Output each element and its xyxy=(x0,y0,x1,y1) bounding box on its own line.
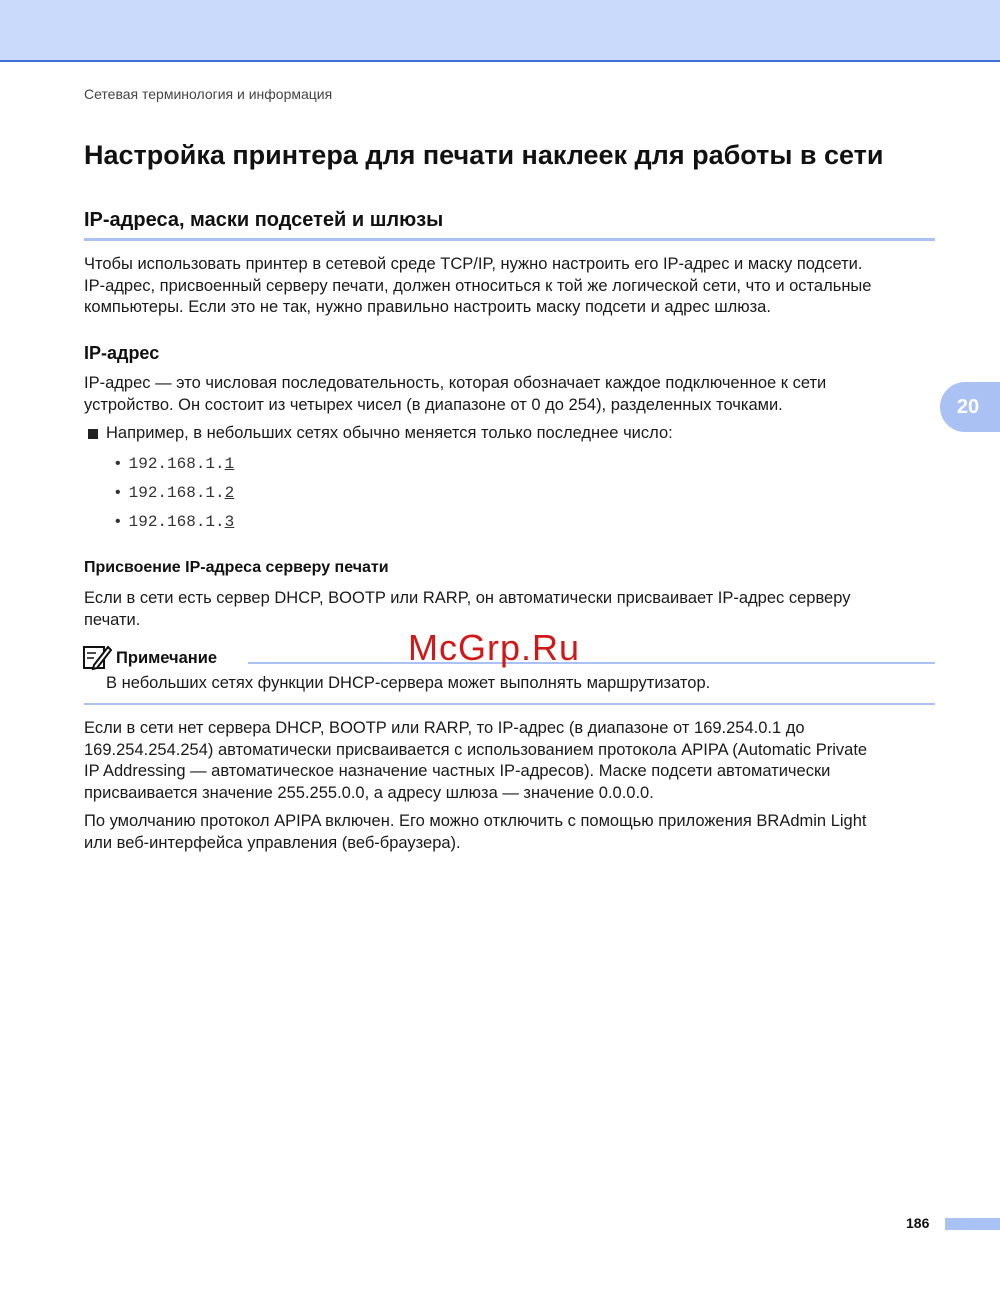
page-number: 186 xyxy=(906,1215,930,1231)
text-line: 169.254.254.254) автоматически присваивается с использованием протокола APIPA (Automatic Private xyxy=(84,740,868,759)
text-line: присваивается значение 255.255.0.0, а адресу шлюза — значение 0.0.0.0. xyxy=(84,783,654,802)
assign-paragraph xyxy=(84,588,944,631)
text-line: Если в сети нет сервера DHCP, BOOTP или RARP, то IP-адрес (в диапазоне от 169.254.0.1 до xyxy=(84,719,805,737)
bullet-dot-icon: • xyxy=(115,455,121,472)
ip-example xyxy=(115,484,234,502)
ip-prefix: 192.168.1. xyxy=(128,484,225,502)
ip-example xyxy=(115,513,234,531)
note-divider-top xyxy=(248,662,935,664)
ip-address-heading: IP-адрес xyxy=(84,343,160,363)
ip-prefix: 192.168.1. xyxy=(128,455,225,473)
header-bar xyxy=(0,0,1000,62)
text-line: Чтобы использовать принтер в сетевой среде TCP/IP, нужно настроить его IP-адрес и маску подсети. xyxy=(84,255,863,273)
text-line: Если в сети есть сервер DHCP, BOOTP или RARP, он автоматически присваивает IP-адрес серверу xyxy=(84,589,851,607)
bullet-dot-icon: • xyxy=(115,513,121,530)
apipa-default-paragraph xyxy=(84,811,944,854)
chapter-tab: 20 xyxy=(940,382,1000,432)
ip-example xyxy=(115,455,234,473)
intro-paragraph xyxy=(84,254,944,319)
text-line: IP Addressing — автоматическое назначение частных IP-адресов). Маске подсети автоматически xyxy=(84,762,831,780)
bullet-dot-icon: • xyxy=(115,484,121,501)
ip-last-octet: 3 xyxy=(224,513,235,531)
ip-prefix: 192.168.1. xyxy=(128,513,225,531)
note-label: Примечание xyxy=(116,649,218,667)
text-line: устройство. Он состоит из четырех чисел (в диапазоне от 0 до 254), разделенных точками. xyxy=(84,395,783,414)
text-line: IP-адрес, присвоенный серверу печати, должен относиться к той же логической сети, что и остальные xyxy=(84,276,872,295)
text-line: компьютеры. Если это не так, нужно правильно настроить маску подсети и адрес шлюза. xyxy=(84,298,771,316)
square-bullet-icon xyxy=(88,429,98,439)
note-pencil-icon xyxy=(82,643,112,671)
example-intro: Например, в небольших сетях обычно меняется только последнее число: xyxy=(106,424,673,442)
section-title: IP-адреса, маски подсетей и шлюзы xyxy=(84,209,935,241)
running-head: Сетевая терминология и информация xyxy=(84,86,333,102)
note-divider-bottom xyxy=(84,703,935,705)
ip-last-octet: 2 xyxy=(224,484,235,502)
ip-last-octet: 1 xyxy=(224,455,235,473)
ip-address-paragraph xyxy=(84,373,944,416)
watermark: McGrp.Ru xyxy=(408,627,581,668)
assign-heading: Присвоение IP-адреса серверу печати xyxy=(84,559,389,576)
text-line: или веб-интерфейса управления (веб-браузера). xyxy=(84,833,461,852)
text-line: печати. xyxy=(84,610,141,629)
note-text: В небольших сетях функции DHCP-сервера может выполнять маршрутизатор. xyxy=(106,674,711,692)
text-line: По умолчанию протокол APIPA включен. Его можно отключить с помощью приложения BRAdmin Light xyxy=(84,812,867,830)
text-line: IP-адрес — это числовая последовательность, которая обозначает каждое подключенное к сети xyxy=(84,374,827,392)
page-title: Настройка принтера для печати наклеек для работы в сети xyxy=(84,140,884,170)
page-number-bar xyxy=(945,1218,1000,1230)
apipa-paragraph xyxy=(84,718,944,804)
